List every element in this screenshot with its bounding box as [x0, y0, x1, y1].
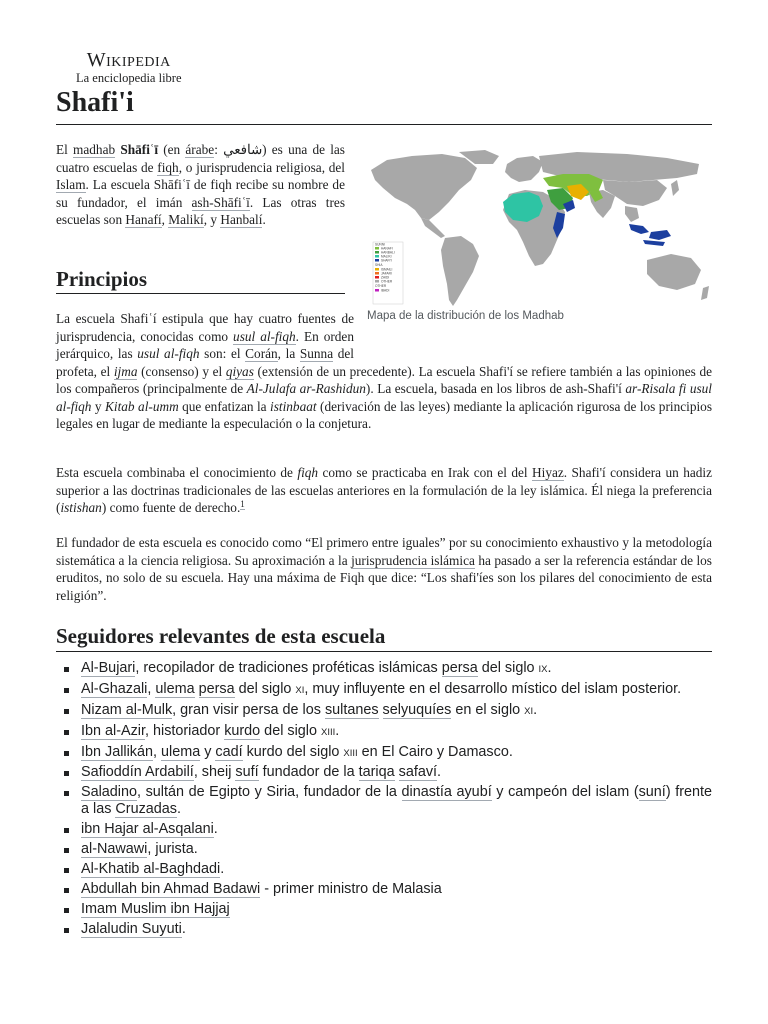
legend-label: IBADI	[381, 288, 390, 293]
link-jurisprudencia-islamica[interactable]: jurisprudencia islámica	[351, 552, 475, 568]
link-qiyas[interactable]: qiyas	[225, 363, 254, 379]
legend-label: ISMAILI	[381, 267, 393, 272]
link-ibn-hajar-al-asqalani[interactable]: ibn Hajar al-Asqalani	[81, 821, 214, 838]
legend-label: HANAFI	[381, 246, 393, 251]
list-item: Al-Khatib al-Baghdadi.	[64, 861, 712, 878]
legend-label: JAFARI	[381, 271, 392, 276]
wikipedia-tagline: La enciclopedia libre	[76, 71, 182, 85]
bullet	[64, 751, 69, 756]
list-item: Al-Bujari, recopilador de tradiciones proféticas islámicas persa del siglo IX.	[64, 660, 712, 678]
map-caption: Mapa de la distribución de los Madhab	[367, 310, 564, 322]
link-selyuquies[interactable]: selyuquíes	[382, 701, 452, 718]
reference-1[interactable]: 1	[240, 498, 245, 509]
list-item: al-Nawawi, jurista.	[64, 841, 712, 858]
followers-list	[64, 660, 712, 941]
bullet	[64, 888, 69, 893]
link-al-khatib-al-baghdadi[interactable]: Al-Khatib al-Baghdadi	[81, 861, 221, 878]
list-item: Jalaludin Suyuti.	[64, 921, 712, 938]
link-hiyaz[interactable]: Hiyaz	[532, 465, 564, 480]
link-safioddin-ardabili[interactable]: Safioddín Ardabilí	[81, 764, 194, 781]
bullet	[64, 709, 69, 714]
section-divider	[56, 651, 712, 652]
madhab-world-map[interactable]	[367, 150, 712, 308]
link-cruzadas[interactable]: Cruzadas	[115, 801, 177, 818]
list-item: Ibn al-Azir, historiador kurdo del siglo XIII.	[64, 723, 712, 741]
link-hanafi[interactable]: Hanafí	[125, 212, 162, 227]
link-ibn-al-azir[interactable]: Ibn al-Azir	[81, 722, 145, 739]
legend-label: HANBALI	[381, 250, 395, 255]
link-ijma[interactable]: ijma	[113, 363, 138, 379]
section-divider	[56, 293, 345, 294]
link-hanbali[interactable]: Hanbalí	[220, 212, 263, 227]
link-al-bujari[interactable]: Al-Bujari	[81, 660, 136, 676]
link-nizam-al-mulk[interactable]: Nizam al-Mulk	[81, 701, 173, 718]
list-item: ibn Hajar al-Asqalani.	[64, 821, 712, 838]
link-jalaludin-suyuti[interactable]: Jalaludin Suyuti	[81, 920, 182, 937]
bullet	[64, 791, 69, 796]
bullet	[64, 730, 69, 735]
link-arabe[interactable]: árabe	[185, 142, 215, 157]
wikipedia-wordmark: Wikipedia	[86, 49, 171, 71]
link-sultanes[interactable]: sultanes	[324, 701, 379, 718]
bullet	[64, 688, 69, 693]
list-item: Nizam al-Mulk, gran visir persa de los sultanes selyuquíes en el siglo XI.	[64, 702, 712, 720]
list-item: Ibn Jallikán, ulema y cadí kurdo del siglo XIII en El Cairo y Damasco.	[64, 744, 712, 762]
link-sufi[interactable]: sufí	[235, 764, 259, 781]
bullet	[64, 848, 69, 853]
legend-label: SUNNI	[375, 242, 385, 247]
article-subject-name: Shāfiʿī	[120, 142, 159, 157]
legend-label: MALIKI	[381, 254, 392, 259]
link-fiqh[interactable]: fiqh	[157, 159, 179, 175]
principios-paragraph: La escuela Shafiʿí estipula que hay cuatro fuentes de jurisprudencia, conocidas como usul al-fiqh. En orden jerárquico, las usul al-fiqh son: el Corán, la Sunna del profeta, el ijma (consenso) y el qiyas (extensión de un precedente). La escuela Shafi'í se refiere también a las opiniones de los compañeros (principalmente de Al-Julafa ar-Rashidun). La escuela, basada en los libros de ash-Shafi'í ar-Risala fi usul al-fiqh y Kitab al-umm que enfatizan la istinbaat (derivación de las leyes) mediante la aplicación rigurosa de los principios legales en lugar de mediante la especulación o la conjetura.	[56, 311, 712, 431]
intro-paragraph: El madhab Shāfiʿī (en árabe: شافعي) es una de las cuatro escuelas de fiqh, o jurisprudencia religiosa, del Islam. La escuela Shāfiʿī de fiqh recibe su nombre de su fundador, el imán ash-Shāfiʿī. Las otras tres escuelas son Hanafí, Malikí, y Hanbalí.	[56, 142, 345, 227]
founder-paragraph: El fundador de esta escuela es conocido como “El primero entre iguales” por su conocimiento exhaustivo y la metodología sistemática a la ciencia religiosa. Su aproximación a la jurisprudencia islámica ha pasado a ser la referencia estándar de los eruditos, no solo de su escuela. Hay una máxima de Fiqh que dice: “Los shafi'íes son los pilares del conocimiento de esta religión”.	[56, 535, 712, 603]
bullet	[64, 828, 69, 833]
legend-label: OTHER	[375, 284, 387, 288]
link-ulema[interactable]: ulema	[161, 743, 201, 760]
legend-label: SHIA	[375, 263, 383, 267]
legend-label: OTHER	[381, 279, 393, 284]
link-persa[interactable]: persa	[198, 680, 235, 697]
link-coran[interactable]: Corán	[245, 346, 278, 361]
madhab-map-figure	[367, 150, 712, 322]
link-ulema[interactable]: ulema	[155, 680, 195, 697]
link-imam-muslim-ibn-hajjaj[interactable]: Imam Muslim ibn Hajjaj	[81, 900, 230, 917]
title-divider	[56, 124, 712, 125]
link-cadi[interactable]: cadí	[215, 743, 243, 760]
link-persa[interactable]: persa	[441, 660, 478, 676]
map-float-spacer	[354, 310, 712, 362]
link-dinastia-ayubi[interactable]: dinastía ayubí	[401, 784, 492, 801]
bullet	[64, 771, 69, 776]
link-abdullah-bin-ahmad-badawi[interactable]: Abdullah bin Ahmad Badawi	[81, 880, 261, 897]
bullet	[64, 928, 69, 933]
link-ibn-jallikan[interactable]: Ibn Jallikán	[81, 743, 153, 760]
link-al-nawawi[interactable]: al-Nawawi	[81, 841, 148, 858]
link-usul-al-fiqh[interactable]: usul al-fiqh	[233, 328, 296, 344]
list-item: Abdullah bin Ahmad Badawi - primer ministro de Malasia	[64, 881, 712, 898]
link-saladino[interactable]: Saladino	[81, 784, 138, 801]
bullet	[64, 868, 69, 873]
link-madhab[interactable]: madhab	[73, 142, 116, 157]
link-maliki[interactable]: Malikí	[168, 212, 204, 227]
link-al-ghazali[interactable]: Al-Ghazali	[81, 680, 148, 697]
section-heading-principios: Principios	[56, 267, 148, 291]
fiqh-paragraph: Esta escuela combinaba el conocimiento de fiqh como se practicaba en Irak con el del Hiyaz. Shafi'í considera un hadiz superior a las doctrinas tradicionales de las escuelas anteriores en la formulación de la ley islámica. Él niega la preferencia (istishan) como fuente de derecho.$^1$	[56, 465, 712, 515]
link-tariqa[interactable]: tariqa	[358, 764, 395, 781]
link-safavi[interactable]: safaví	[398, 764, 438, 781]
list-item: Safioddín Ardabilí, sheij sufí fundador de la tariqa safaví.	[64, 764, 712, 781]
link-suni[interactable]: suní	[638, 784, 666, 801]
wikipedia-logo[interactable]	[76, 50, 182, 86]
list-item: Al-Ghazali, ulema persa del siglo XI, muy influyente en el desarrollo místico del islam posterior.	[64, 681, 712, 699]
legend-label: SHAFI'I	[381, 258, 392, 263]
link-sunna[interactable]: Sunna	[299, 346, 334, 361]
link-kurdo[interactable]: kurdo	[224, 722, 261, 739]
list-item	[64, 901, 712, 918]
link-islam[interactable]: Islam	[56, 177, 86, 192]
link-ash-shafii[interactable]: ash-Shāfiʿī	[191, 194, 250, 210]
legend-label: ZAIDI	[381, 275, 390, 280]
bullet	[64, 667, 69, 672]
section-heading-seguidores: Seguidores relevantes de esta escuela	[56, 624, 386, 648]
list-item: Saladino, sultán de Egipto y Siria, fundador de la dinastía ayubí y campeón del islam (suní) frente a las Cruzadas.	[64, 784, 712, 818]
page-title: Shafi'i	[56, 87, 134, 118]
bullet	[64, 908, 69, 913]
